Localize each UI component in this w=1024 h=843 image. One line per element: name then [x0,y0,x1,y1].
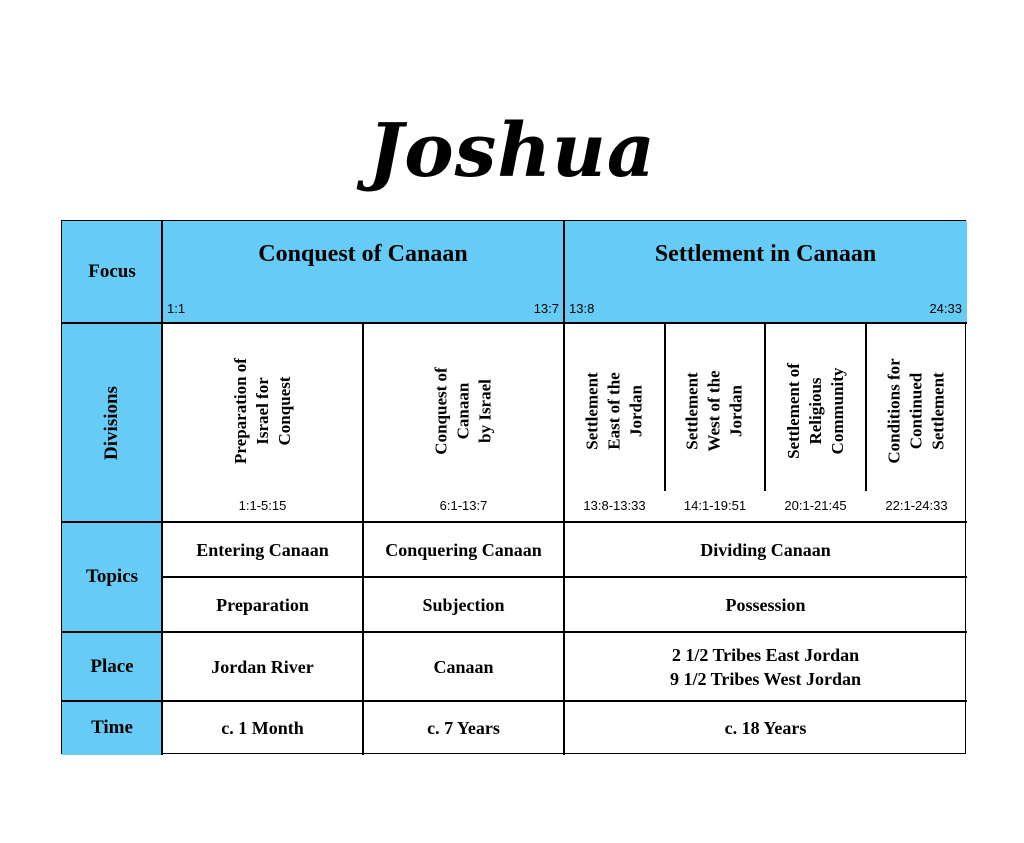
focus-settlement-start-ref: 13:8 [569,301,595,316]
division-4-title: Settlement West of the Jordan [683,370,746,452]
topic-dividing-canaan: Dividing Canaan [700,539,831,560]
grid-line [764,323,766,491]
division-6 [866,331,967,491]
division-2 [363,331,564,491]
row-label-divisions [62,323,162,522]
place-east-jordan: 2 1/2 Tribes East Jordan [671,644,860,665]
division-1-title: Preparation of Israel for Conquest [230,358,294,464]
grid-line [563,221,565,755]
division-2-ref: 6:1-13:7 [439,498,488,513]
place-tribes [564,632,967,701]
topic-possession: Possession [725,594,806,615]
focus-conquest-start-ref: 1:1 [167,301,186,316]
grid-line [362,323,364,755]
row-label-place: Place [62,632,162,701]
division-5-title: Settlement of Religious Community [783,363,847,459]
grid-line [62,521,967,523]
grid-line [62,322,967,324]
grid-line [161,221,163,755]
division-5-ref: 20:1-21:45 [784,498,847,513]
topic-entering-canaan: Entering Canaan [196,539,329,560]
grid-line [62,631,967,633]
division-3-ref: 13:8-13:33 [583,498,646,513]
focus-conquest-label: Conquest of Canaan [258,241,468,267]
division-4-ref: 14:1-19:51 [683,498,747,513]
time-18-years: c. 18 Years [724,718,807,738]
divisions-label-text: Divisions [100,385,122,460]
focus-conquest-end-ref: 13:7 [533,301,559,316]
time-7-years: c. 7 Years [427,718,500,738]
division-3-title: Settlement East of the Jordan [582,372,646,450]
topic-conquering-canaan: Conquering Canaan [385,539,542,560]
place-jordan-river: Jordan River [211,656,314,677]
division-1-ref: 1:1-5:15 [238,498,287,513]
focus-settlement-end-ref: 24:33 [929,301,962,316]
time-1-month: c. 1 Month [221,718,304,738]
row-label-topics: Topics [62,522,162,632]
focus-settlement-label: Settlement in Canaan [654,241,877,267]
row-label-time: Time [62,701,162,755]
division-3 [564,331,665,491]
place-canaan: Canaan [433,656,494,677]
division-6-ref: 22:1-24:33 [885,498,948,513]
grid-line [162,576,967,578]
topic-preparation: Preparation [216,594,309,615]
joshua-chart-table [61,220,966,754]
division-4 [665,331,765,491]
division-2-title: Conquest of Canaan by Israel [431,367,495,455]
place-west-jordan: 9 1/2 Tribes West Jordan [669,668,862,689]
division-5 [765,331,866,491]
grid-line [865,323,867,491]
division-1 [162,331,363,491]
grid-line [62,700,967,702]
grid-line [664,323,666,491]
chart-title: Joshua [368,108,656,194]
row-label-focus: Focus [62,221,162,323]
topic-subjection: Subjection [422,594,505,615]
division-6-title: Conditions for Continued Settlement [884,358,948,464]
